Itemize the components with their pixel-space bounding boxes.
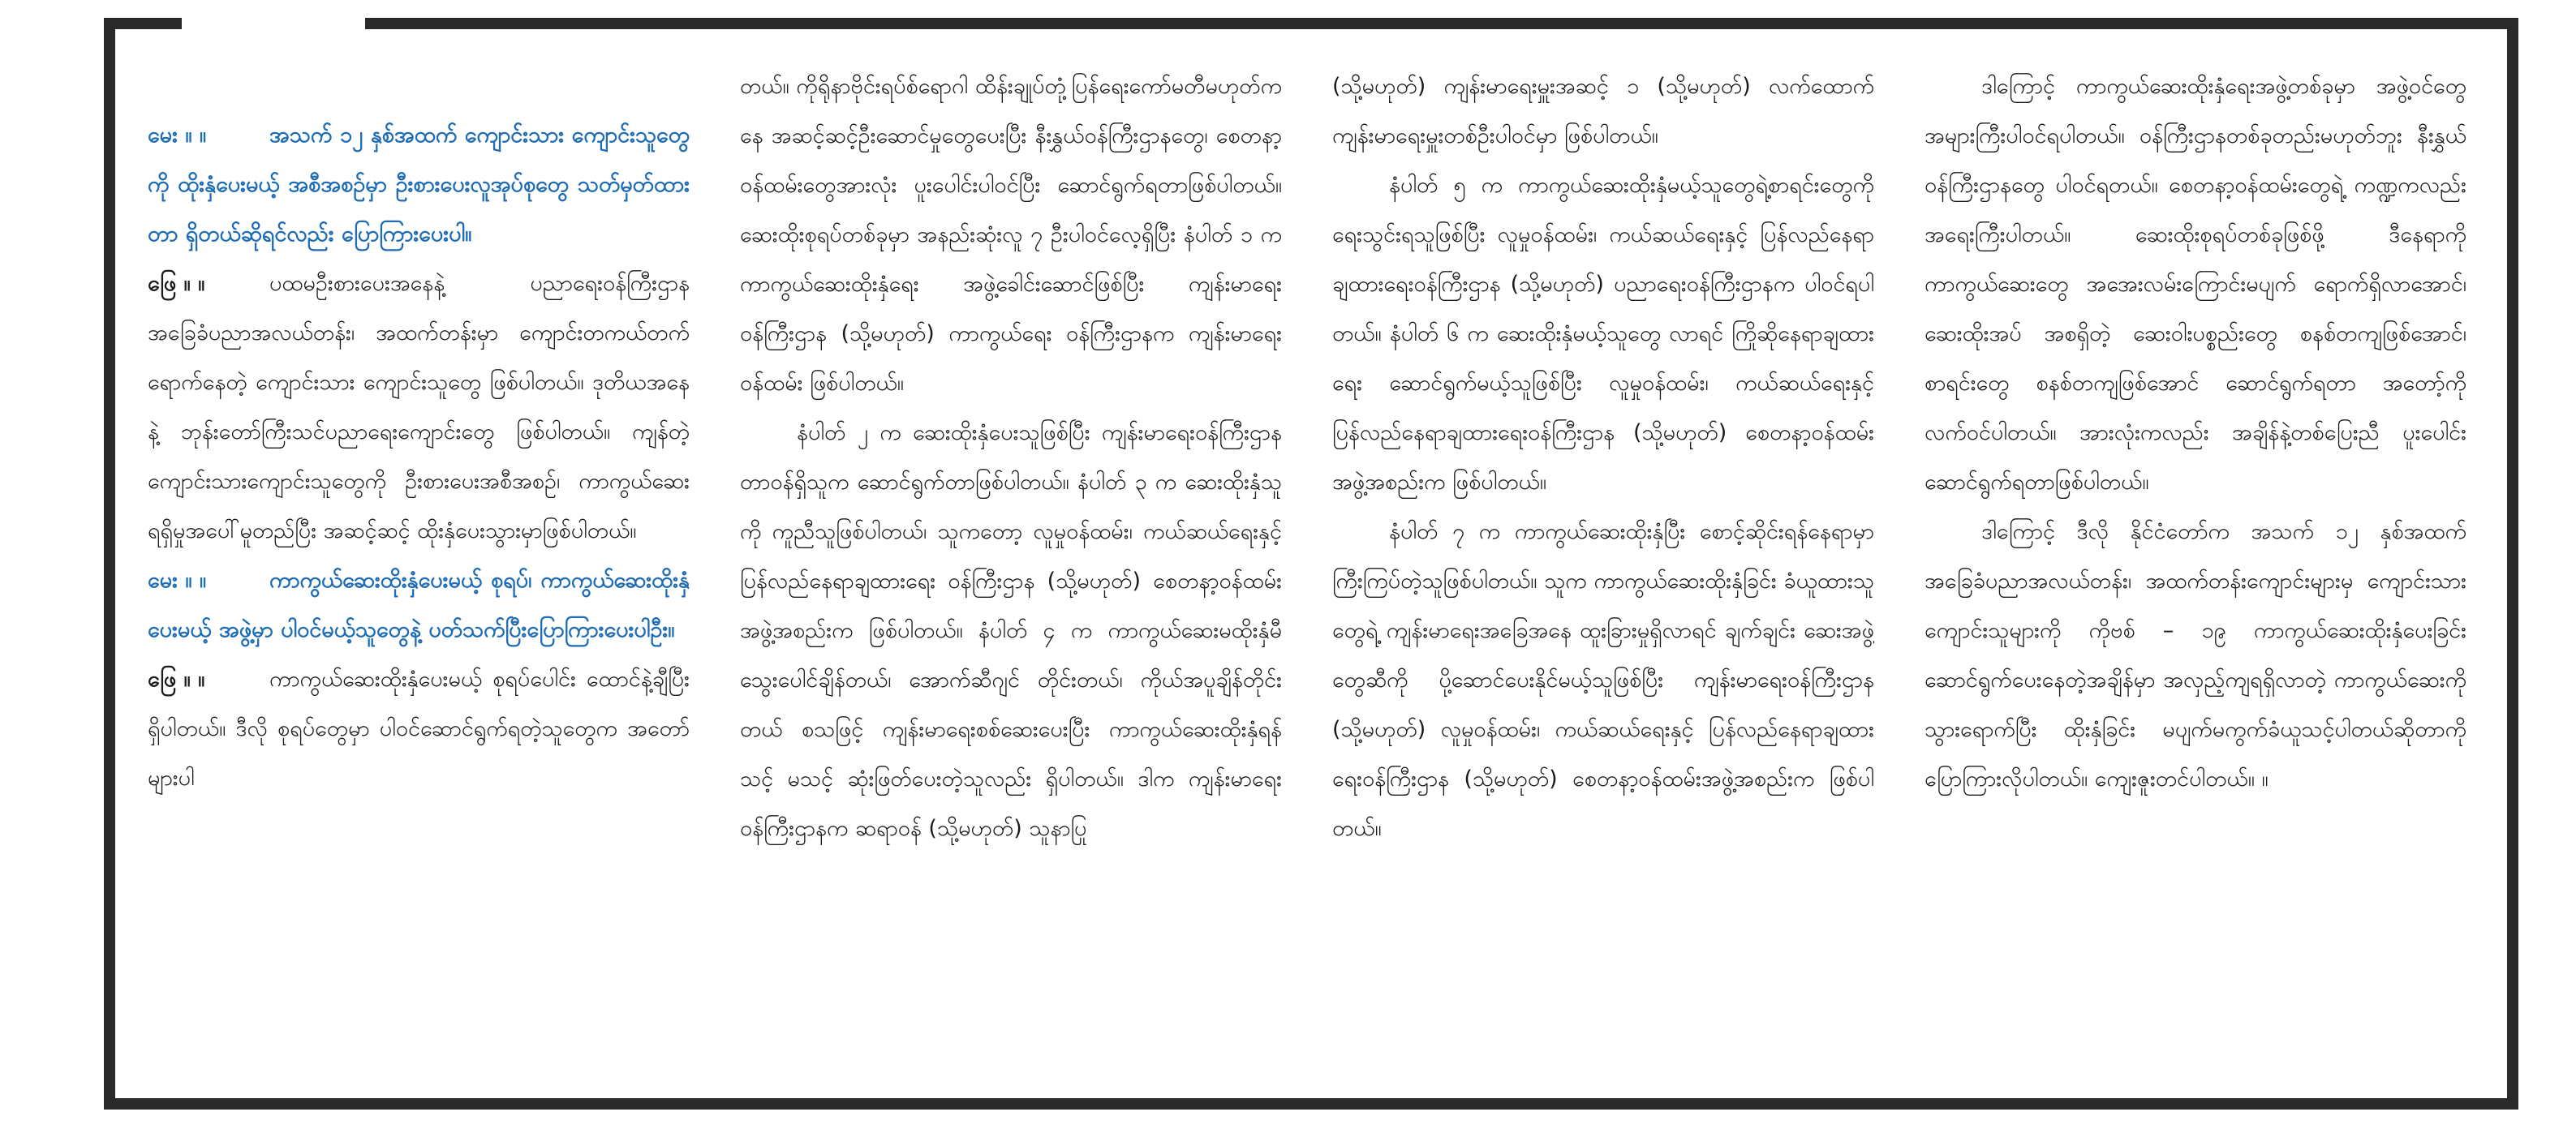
answer-text: ကာကွယ်ဆေးထိုးနှံပေးမယ့် စုရပ်ပေါင်း ထောင်နဲ့ချီပြီး ရှိပါတယ်။ ဒီလို စုရပ်တွေမှာ ပါဝင်ဆောင်ရွက်ရတဲ့သူတွေက အတော်များပါ: [148, 667, 690, 791]
column-1: [148, 62, 690, 1082]
column-3: [1332, 62, 1874, 1082]
body-paragraph: နံပါတ် ၅ က ကာကွယ်ဆေးထိုးနှံမယ့်သူတွေရဲ့စာရင်းတွေကို ရေးသွင်းရသူဖြစ်ပြီး လူမှုဝန်ထမ်း၊ ကယ်ဆယ်ရေးနှင့် ပြန်လည်နေရာချထားရေးဝန်ကြီးဌာန (သို့မဟုတ်) ပညာရေးဝန်ကြီးဌာနက ပါဝင်ရပါတယ်။ နံပါတ် ၆ က ဆေးထိုးနှံမယ့်သူတွေ လာရင် ကြိုဆိုနေရာချထားရေး ဆောင်ရွက်မယ့်သူဖြစ်ပြီး လူမှုဝန်ထမ်း၊ ကယ်ဆယ်ရေးနှင့် ပြန်လည်နေရာချထားရေးဝန်ကြီးဌာန (သို့မဟုတ်) စေတနာ့ဝန်ထမ်းအဖွဲ့အစည်းက ဖြစ်ပါတယ်။: [1332, 173, 1874, 495]
body-paragraph: နံပါတ် ၂ က ဆေးထိုးနှံပေးသူဖြစ်ပြီး ကျန်းမာရေးဝန်ကြီးဌာန တာဝန်ရှိသူက ဆောင်ရွက်တာဖြစ်ပါတယ်။ နံပါတ် ၃ က ဆေးထိုးနှံသူကို ကူညီသူဖြစ်ပါတယ်၊ သူကတော့ လူမှုဝန်ထမ်း၊ ကယ်ဆယ်ရေးနှင့် ပြန်လည်နေရာချထားရေး ဝန်ကြီးဌာန (သို့မဟုတ်) စေတနာ့ဝန်ထမ်းအဖွဲ့အစည်းက ဖြစ်ပါတယ်။ နံပါတ် ၄ က ကာကွယ်ဆေးမထိုးနှံမီ သွေးပေါင်ချိန်တယ်၊ အောက်ဆီဂျင် တိုင်းတယ်၊ ကိုယ်အပူချိန်တိုင်းတယ် စသဖြင့် ကျန်းမာရေးစစ်ဆေးပေးပြီး ကာကွယ်ဆေးထိုးနှံရန် သင့် မသင့် ဆုံးဖြတ်ပေးတဲ့သူလည်း ရှိပါတယ်။ ဒါက ကျန်းမာရေးဝန်ကြီးဌာနက ဆရာဝန် (သို့မဟုတ်) သူနာပြု: [740, 420, 1282, 841]
question-text: ကာကွယ်ဆေးထိုးနှံပေးမယ့် စုရပ်၊ ကာကွယ်ဆေးထိုးနှံပေးမယ့် အဖွဲ့မှာ ပါဝင်မယ့်သူတွေနဲ့ ပတ်သက်ပြီးပြောကြားပေးပါဦး။: [148, 568, 690, 642]
answer-paragraph: [148, 259, 690, 556]
column-top-space: [148, 62, 690, 110]
answer-label: ဖြေ ။ ။: [148, 271, 205, 296]
answer-text: ပထမဦးစားပေးအနေနဲ့ ပညာရေးဝန်ကြီးဌာန အခြေခံပညာအလယ်တန်း၊ အထက်တန်းမှာ ကျောင်းတကယ်တက်ရောက်နေတဲ့ ကျောင်းသား ကျောင်းသူတွေ ဖြစ်ပါတယ်။ ဒုတိယအနေနဲ့ ဘုန်းတော်ကြီးသင်ပညာရေးကျောင်းတွေ ဖြစ်ပါတယ်။ ကျန်တဲ့ ကျောင်းသားကျောင်းသူတွေကို ဦးစားပေးအစီအစဉ်၊ ကာကွယ်ဆေးရရှိမှုအပေါ်မူတည်ပြီး အဆင့်ဆင့် ထိုးနှံပေးသွားမှာဖြစ်ပါတယ်။: [148, 271, 690, 543]
body-paragraph: ဒါကြောင့် ကာကွယ်ဆေးထိုးနှံရေးအဖွဲ့တစ်ခုမှာ အဖွဲ့ဝင်တွေ အများကြီးပါဝင်ရပါတယ်။ ဝန်ကြီးဌာနတစ်ခုတည်းမဟုတ်ဘူး နီးနွှယ်ဝန်ကြီးဌာနတွေ ပါဝင်ရတယ်။ စေတနာ့ဝန်ထမ်းတွေရဲ့ ကဏ္ဍကလည်း အရေးကြီးပါတယ်။ ဆေးထိုးစုရပ်တစ်ခုဖြစ်ဖို့ ဒီနေရာကို ကာကွယ်ဆေးတွေ အအေးလမ်းကြောင်းမပျက် ရောက်ရှိလာအောင်၊ ဆေးထိုးအပ် အစရှိတဲ့ ဆေးဝါးပစ္စည်းတွေ စနစ်တကျဖြစ်အောင်၊ စာရင်းတွေ စနစ်တကျဖြစ်အောင် ဆောင်ရွက်ရတာ အတော့်ကို လက်ဝင်ပါတယ်။ အားလုံးကလည်း အချိန်နဲ့တစ်ပြေးညီ ပူးပေါင်းဆောင်ရွက်ရတာဖြစ်ပါတယ်။: [1924, 74, 2466, 495]
body-paragraph: တယ်။ ကိုရိုနာဗိုင်းရပ်စ်ရောဂါ ထိန်းချုပ်တုံ့ပြန်ရေးကော်မတီမဟုတ်ကနေ အဆင့်ဆင့်ဦးဆောင်မှုတွေပေးပြီး နီးနွှယ်ဝန်ကြီးဌာနတွေ၊ စေတနာ့ ဝန်ထမ်းတွေအားလုံး ပူးပေါင်းပါဝင်ပြီး ဆောင်ရွက်ရတာဖြစ်ပါတယ်။ ဆေးထိုးစုရပ်တစ်ခုမှာ အနည်းဆုံးလူ ၇ ဦးပါဝင်လေ့ရှိပြီး နံပါတ် ၁ က ကာကွယ်ဆေးထိုးနှံရေး အဖွဲ့ခေါင်းဆောင်ဖြစ်ပြီး ကျန်းမာရေးဝန်ကြီးဌာန (သို့မဟုတ်) ကာကွယ်ရေး ဝန်ကြီးဌာနက ကျန်းမာရေးဝန်ထမ်း ဖြစ်ပါတယ်။: [740, 74, 1282, 396]
question-label: မေး ။ ။: [148, 122, 207, 148]
article-columns: [127, 62, 2496, 1082]
question-text: အသက် ၁၂ နှစ်အထက် ကျောင်းသား ကျောင်းသူတွေကို ထိုးနှံပေးမယ့် အစီအစဉ်မှာ ဦးစားပေးလူအုပ်စုတွေ သတ်မှတ်ထားတာ ရှိတယ်ဆိုရင်လည်း ပြောကြားပေးပါ။: [148, 122, 690, 247]
frame-gap: [182, 13, 365, 34]
article-frame: [104, 18, 2518, 1110]
column-4: [1924, 62, 2466, 1082]
body-paragraph: (သို့မဟုတ်) ကျန်းမာရေးမှူးအဆင့် ၁ (သို့မဟုတ်) လက်ထောက်ကျန်းမာရေးမှူးတစ်ဦးပါဝင်မှာ ဖြစ်ပါတယ်။: [1332, 74, 1874, 148]
question-label: မေး ။ ။: [148, 568, 207, 593]
answer-paragraph: [148, 655, 690, 803]
body-paragraph: နံပါတ် ၇ က ကာကွယ်ဆေးထိုးနှံပြီး စောင့်ဆိုင်းရန်နေရာမှာ ကြီးကြပ်တဲ့သူဖြစ်ပါတယ်။ သူက ကာကွယ်ဆေးထိုးနှံခြင်း ခံယူထားသူတွေရဲ့ ကျန်းမာရေးအခြေအနေ ထူးခြားမှုရှိလာရင် ချက်ချင်း ဆေးအဖွဲ့တွေဆီကို ပို့ဆောင်ပေးနိုင်မယ့်သူဖြစ်ပြီး ကျန်းမာရေးဝန်ကြီးဌာန (သို့မဟုတ်) လူမှုဝန်ထမ်း၊ ကယ်ဆယ်ရေးနှင့် ပြန်လည်နေရာချထားရေးဝန်ကြီးဌာန (သို့မဟုတ်) စေတနာ့ဝန်ထမ်းအဖွဲ့အစည်းက ဖြစ်ပါတယ်။: [1332, 519, 1874, 841]
question-paragraph: [148, 556, 690, 655]
column-2: [740, 62, 1282, 1082]
answer-label: ဖြေ ။ ။: [148, 667, 205, 692]
body-paragraph: ဒါကြောင့် ဒီလို နိုင်ငံတော်က အသက် ၁၂ နှစ်အထက် အခြေခံပညာအလယ်တန်း၊ အထက်တန်းကျောင်းများမှ ကျောင်းသား ကျောင်းသူများကို ကိုဗစ် – ၁၉ ကာကွယ်ဆေးထိုးနှံပေးခြင်း ဆောင်ရွက်ပေးနေတဲ့အချိန်မှာ အလှည့်ကျရရှိလာတဲ့ ကာကွယ်ဆေးကို သွားရောက်ပြီး ထိုးနှံခြင်း မပျက်မကွက်ခံယူသင့်ပါတယ်ဆိုတာကို ပြောကြားလိုပါတယ်။ ကျေးဇူးတင်ပါတယ်။ ။: [1924, 519, 2466, 792]
question-paragraph: [148, 110, 690, 259]
